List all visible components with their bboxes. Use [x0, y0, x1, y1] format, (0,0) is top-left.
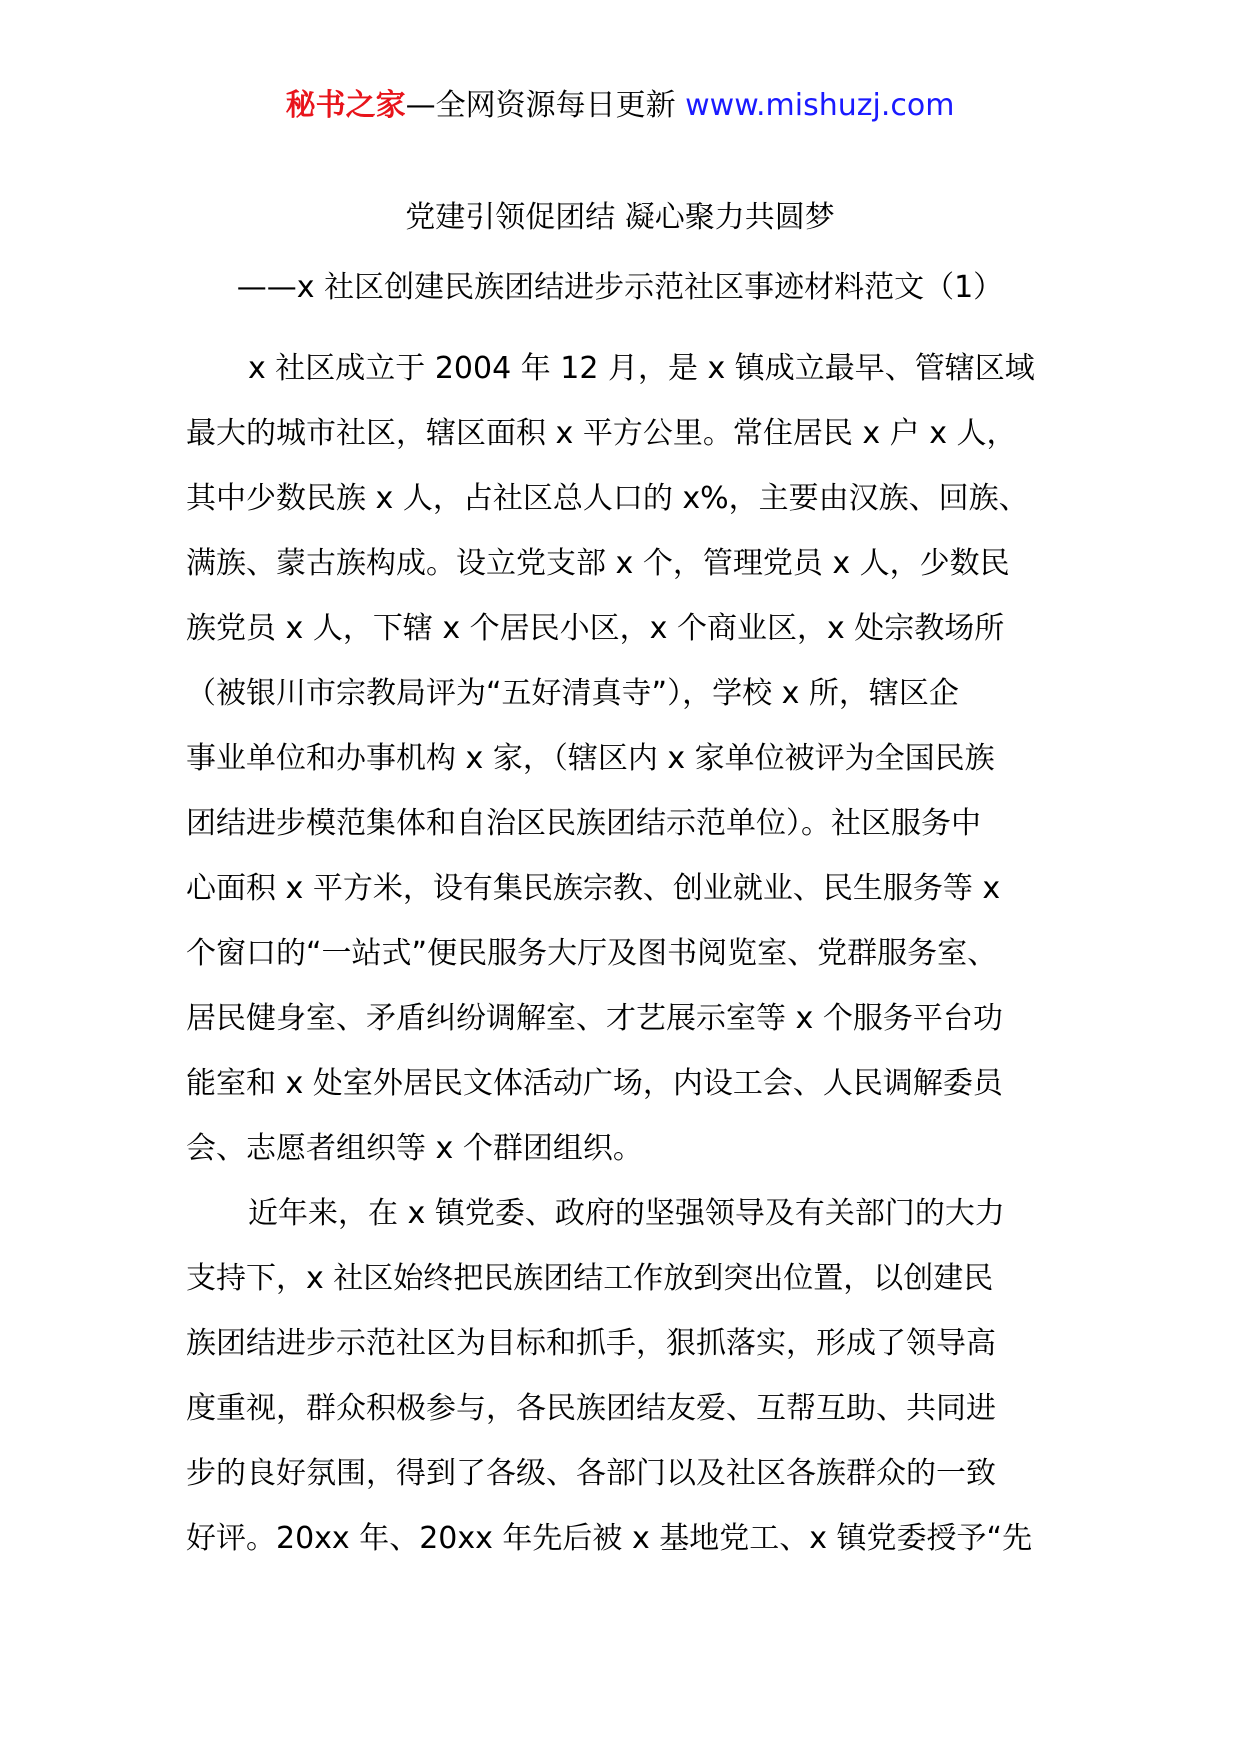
- paragraph-2-line: 近年来，在 x 镇党委、政府的坚强领导及有关部门的大力: [248, 1196, 1005, 1231]
- site-header: [0, 84, 1240, 128]
- paragraph-1-line: （被银川市宗教局评为“五好清真寺”），学校 x 所，辖区企: [186, 676, 959, 711]
- paragraph-1-line: 其中少数民族 x 人，占社区总人口的 x%，主要由汉族、回族、: [186, 481, 1029, 516]
- paragraph-1-line: 满族、蒙古族构成。设立党支部 x 个，管理党员 x 人，少数民: [186, 546, 1010, 581]
- paragraph-2-line: 度重视，群众积极参与，各民族团结友爱、互帮互助、共同进: [186, 1391, 996, 1426]
- paragraph-1-line: 心面积 x 平方米，设有集民族宗教、创业就业、民生服务等 x: [186, 871, 1001, 906]
- paragraph-1-line: 居民健身室、矛盾纠纷调解室、才艺展示室等 x 个服务平台功: [186, 1001, 1003, 1036]
- paragraph-1-line: 个窗口的“一站式”便民服务大厅及图书阅览室、党群服务室、: [186, 936, 998, 971]
- paragraph-1-line: x 社区成立于 2004 年 12 月，是 x 镇成立最早、管辖区域: [248, 351, 1035, 386]
- site-tagline: —全网资源每日更新: [405, 88, 686, 123]
- paragraph-2-line: 步的良好氛围，得到了各级、各部门以及社区各族群众的一致: [186, 1456, 996, 1491]
- paragraph-1-line: 会、志愿者组织等 x 个群团组织。: [186, 1131, 643, 1166]
- site-brand: 秘书之家: [285, 88, 406, 123]
- document-subtitle: ——x 社区创建民族团结进步示范社区事迹材料范文（1）: [236, 270, 1004, 305]
- document-title: 党建引领促团结 凝心聚力共圆梦: [405, 200, 835, 235]
- site-url-link[interactable]: www.mishuzj.com: [685, 88, 955, 123]
- paragraph-2-line: 支持下，x 社区始终把民族团结工作放到突出位置，以创建民: [186, 1261, 994, 1296]
- paragraph-1-line: 族党员 x 人，下辖 x 个居民小区，x 个商业区，x 处宗教场所: [186, 611, 1005, 646]
- paragraph-1-line: 能室和 x 处室外居民文体活动广场，内设工会、人民调解委员: [186, 1066, 1003, 1101]
- paragraph-1-line: 事业单位和办事机构 x 家，（辖区内 x 家单位被评为全国民族: [186, 741, 995, 776]
- paragraph-2-line: 好评。20xx 年、20xx 年先后被 x 基地党工、x 镇党委授予“先: [186, 1521, 1033, 1556]
- paragraph-2-line: 族团结进步示范社区为目标和抓手，狠抓落实，形成了领导高: [186, 1326, 996, 1361]
- document-body: [186, 347, 1056, 1582]
- paragraph-1-line: 团结进步模范集体和自治区民族团结示范单位）。社区服务中: [186, 806, 981, 841]
- paragraph-1-line: 最大的城市社区，辖区面积 x 平方公里。常住居民 x 户 x 人，: [186, 416, 1017, 451]
